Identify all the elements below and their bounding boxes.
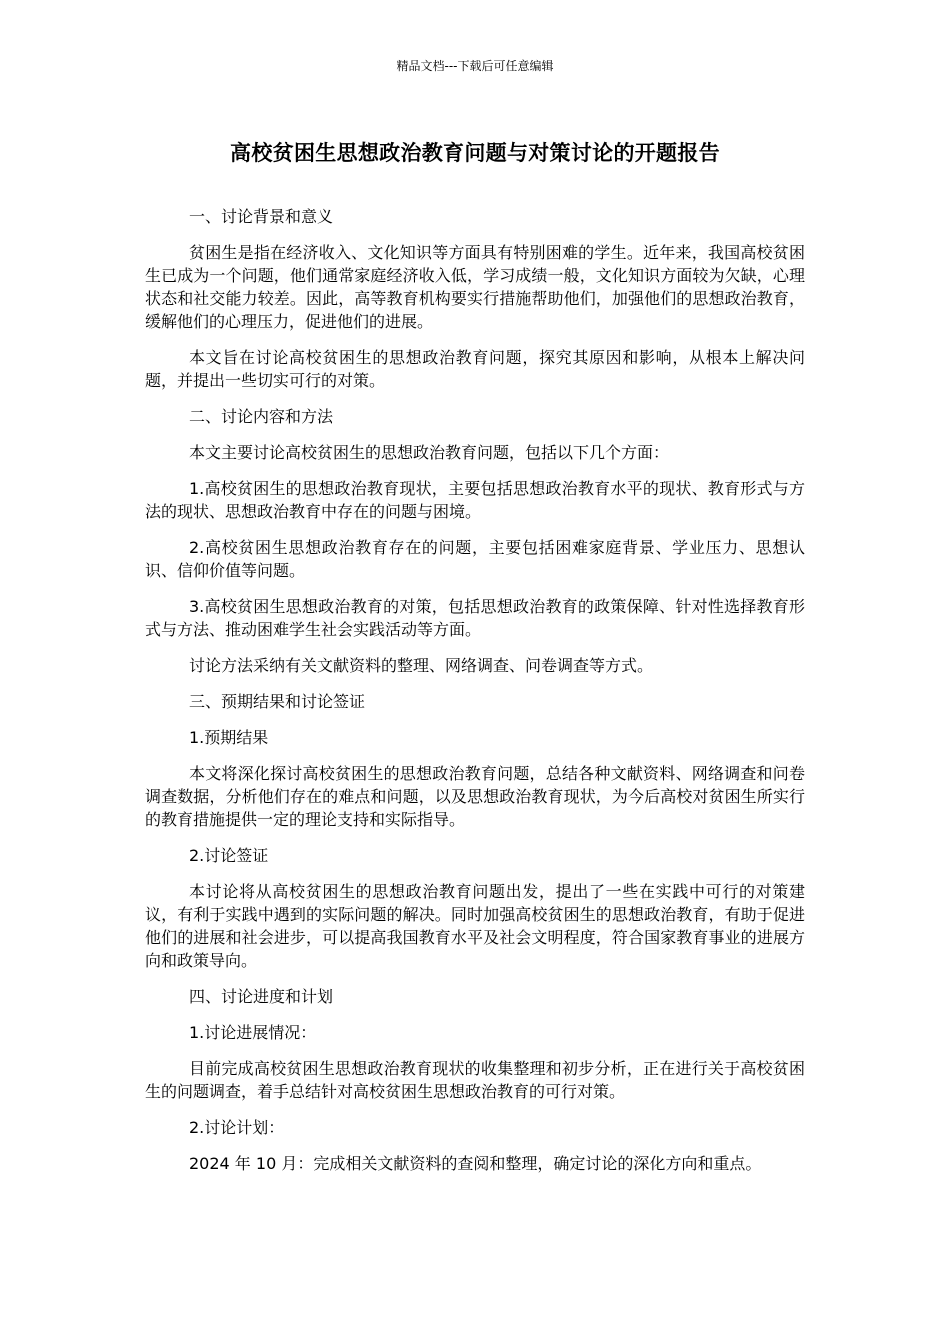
paragraph-verification: 本讨论将从高校贫困生的思想政治教育问题出发，提出了一些在实践中可行的对策建议，有利于实践中遇到的实际问题的解决。同时加强高校贫困生的思想政治教育，有助于促进他们的进展和社会进步，可以提高我国教育水平及社会文明程度，符合国家教育事业的进展方向和政策导向。: [145, 882, 805, 970]
section-heading-expected-results: 三、预期结果和讨论签证: [189, 692, 366, 711]
paragraph-method: 讨论方法采纳有关文献资料的整理、网络调查、问卷调查等方式。: [189, 656, 654, 675]
subheading-progress: 1.讨论进展情况：: [189, 1023, 317, 1042]
section-heading-schedule: 四、讨论进度和计划: [189, 987, 334, 1006]
page-header: 精品文档---下载后可任意编辑: [396, 59, 554, 73]
section-heading-content-method: 二、讨论内容和方法: [189, 407, 334, 426]
paragraph-content-item-2: 2.高校贫困生思想政治教育存在的问题，主要包括困难家庭背景、学业压力、思想认识、信仰价值等问题。: [145, 538, 805, 580]
paragraph-expected-results: 本文将深化探讨高校贫困生的思想政治教育问题，总结各种文献资料、网络调查和问卷调查数据，分析他们存在的难点和问题，以及思想政治教育现状，为今后高校对贫困生所实行的教育措施提供一定的理论支持和实际指导。: [145, 764, 805, 829]
paragraph-background-definition: 贫困生是指在经济收入、文化知识等方面具有特别困难的学生。近年来，我国高校贫困生已成为一个问题，他们通常家庭经济收入低，学习成绩一般，文化知识方面较为欠缺，心理状态和社交能力较差。因此，高等教育机构要实行措施帮助他们，加强他们的思想政治教育，缓解他们的心理压力，促进他们的进展。: [145, 243, 805, 331]
paragraph-content-item-3: 3.高校贫困生思想政治教育的对策，包括思想政治教育的政策保障、针对性选择教育形式与方法、推动困难学生社会实践活动等方面。: [145, 597, 805, 639]
subheading-expected-results: 1.预期结果: [189, 728, 269, 747]
paragraph-progress: 目前完成高校贫困生思想政治教育现状的收集整理和初步分析，正在进行关于高校贫困生的问题调查，着手总结针对高校贫困生思想政治教育的可行对策。: [145, 1059, 805, 1101]
paragraph-purpose: 本文旨在讨论高校贫困生的思想政治教育问题，探究其原因和影响，从根本上解决问题，并提出一些切实可行的对策。: [145, 348, 805, 390]
document-body: [145, 205, 805, 1188]
subheading-plan: 2.讨论计划：: [189, 1118, 285, 1137]
subheading-verification: 2.讨论签证: [189, 846, 269, 865]
paragraph-content-item-1: 1.高校贫困生的思想政治教育现状，主要包括思想政治教育水平的现状、教育形式与方法的现状、思想政治教育中存在的问题与困境。: [145, 479, 805, 521]
paragraph-content-intro: 本文主要讨论高校贫困生的思想政治教育问题，包括以下几个方面：: [189, 443, 670, 462]
document-title: 高校贫困生思想政治教育问题与对策讨论的开题报告: [230, 141, 720, 165]
paragraph-plan-item: 2024 年 10 月：完成相关文献资料的查阅和整理，确定讨论的深化方向和重点。: [189, 1154, 762, 1173]
section-heading-background: 一、讨论背景和意义: [189, 207, 334, 226]
